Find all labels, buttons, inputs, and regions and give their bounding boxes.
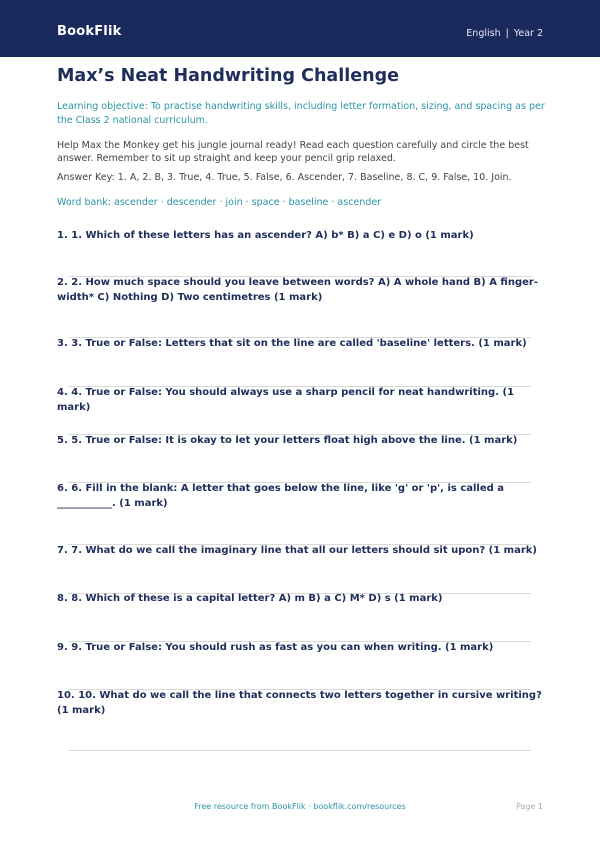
footer-link[interactable]: Free resource from BookFlik · bookflik.com/resources <box>194 802 406 811</box>
header-bar <box>0 0 600 57</box>
learning-objective: Learning objective: To practise handwriting skills, including letter formation, sizing, and spacing as per the Class 2 national curriculum. <box>57 101 545 126</box>
question-2: 2. 2. How much space should you leave between words? A) A whole hand B) A finger-width* C) Nothing D) Two centimetres (1 mark) <box>57 277 538 303</box>
question-8: 8. 8. Which of these is a capital letter? A) m B) a C) M* D) s (1 mark) <box>57 593 443 604</box>
question-3: 3. 3. True or False: Letters that sit on the line are called 'baseline' letters. (1 mark) <box>57 338 527 349</box>
year-label: Year 2 <box>513 28 543 39</box>
question-6: 6. 6. Fill in the blank: A letter that goes below the line, like 'g' or 'p', is called a ___________. (1 mark) <box>57 483 505 509</box>
question-5: 5. 5. True or False: It is okay to let your letters float high above the line. (1 mark) <box>57 435 518 446</box>
answer-line <box>68 750 531 751</box>
page-number: Page 1 <box>516 802 543 811</box>
subject-label: English <box>466 28 501 39</box>
brand-logo[interactable]: BookFlik <box>57 24 122 39</box>
question-10: 10. 10. What do we call the line that connects two letters together in cursive writing? (1 mark) <box>57 690 542 716</box>
intro-text: Help Max the Monkey get his jungle journal ready! Read each question carefully and circle the best answer. Remember to sit up straight and keep your pencil grip relaxed. <box>57 140 529 164</box>
question-1: 1. 1. Which of these letters has an ascender? A) b* B) a C) e D) o (1 mark) <box>57 230 474 241</box>
word-bank: Word bank: ascender · descender · join · space · baseline · ascender <box>57 197 382 208</box>
question-4: 4. 4. True or False: You should always use a sharp pencil for neat handwriting. (1 mark) <box>57 387 515 413</box>
subject-year-label <box>466 28 543 39</box>
answer-key: Answer Key: 1. A, 2. B, 3. True, 4. True, 5. False, 6. Ascender, 7. Baseline, 8. C, 9. False, 10. Join. <box>57 172 512 183</box>
question-9: 9. 9. True or False: You should rush as fast as you can when writing. (1 mark) <box>57 642 494 653</box>
page-title: Max’s Neat Handwriting Challenge <box>57 66 399 86</box>
separator: | <box>505 28 509 39</box>
question-7: 7. 7. What do we call the imaginary line that all our letters should sit upon? (1 mark) <box>57 545 538 556</box>
